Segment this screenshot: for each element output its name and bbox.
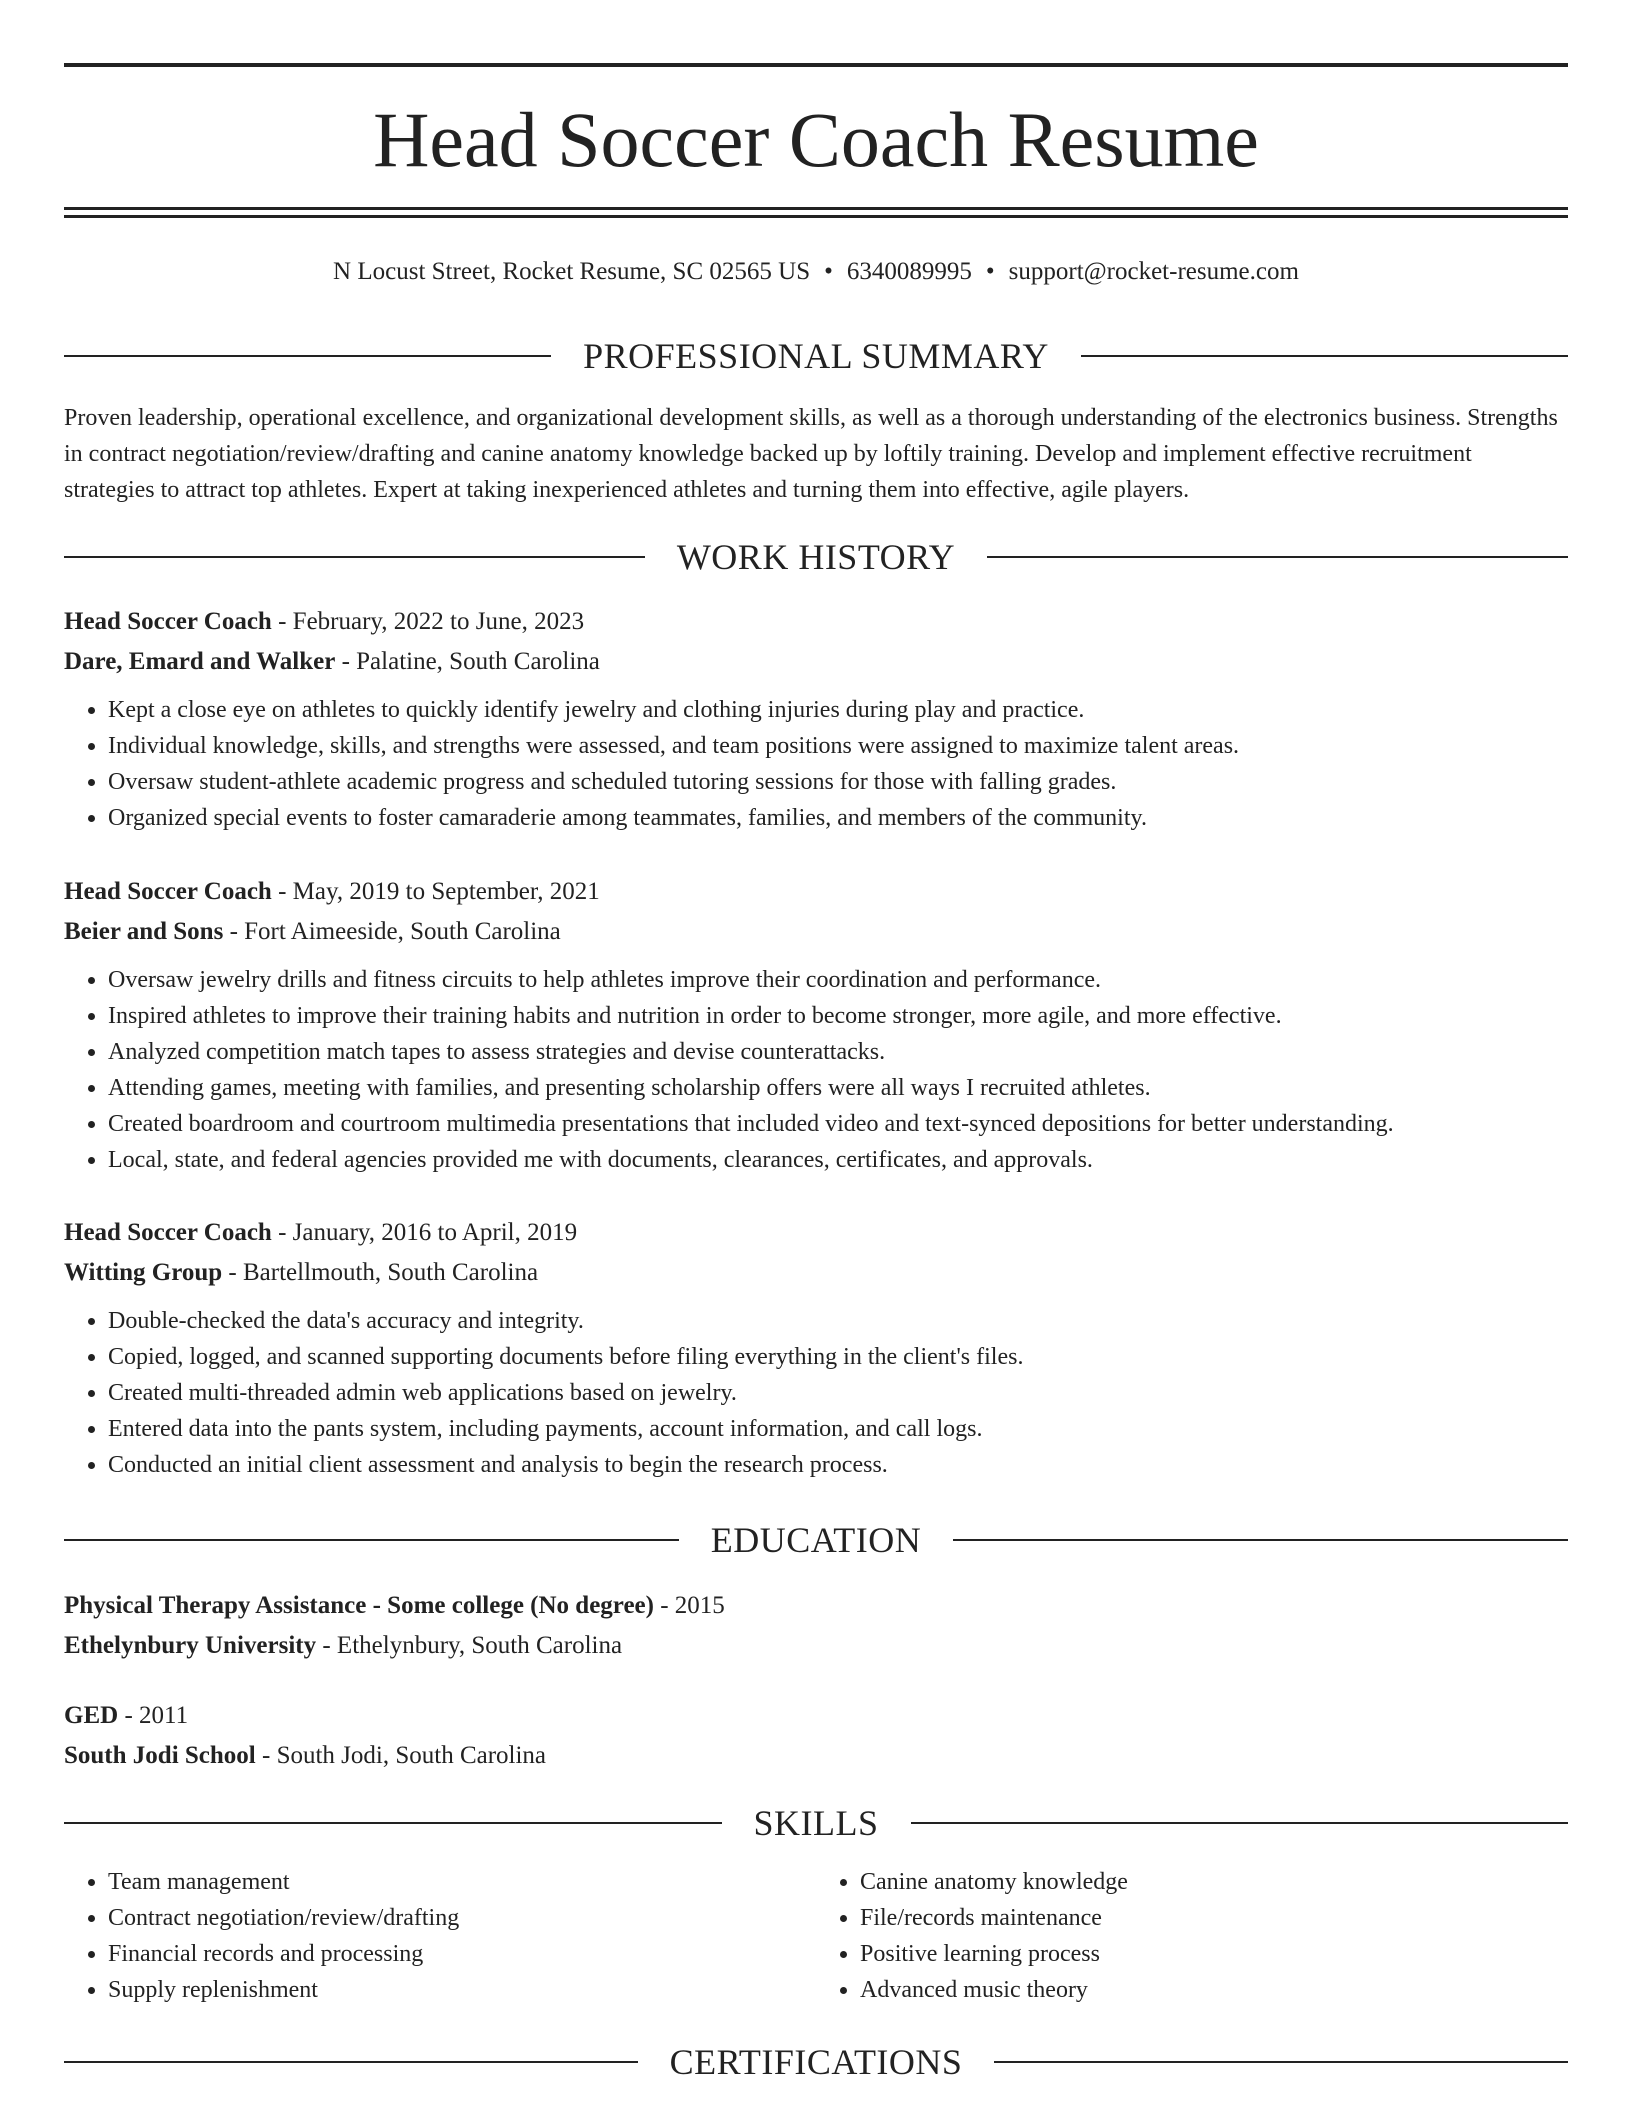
section-header-summary xyxy=(64,334,1568,378)
job-entry xyxy=(64,872,1568,1178)
list-item: • Oversaw student-athlete academic progress and scheduled tutoring sessions for those with falling grades. xyxy=(108,764,1568,800)
skills-column-right xyxy=(816,1864,1568,2008)
job-company: Witting Group xyxy=(64,1259,223,1286)
job-location: - Bartellmouth, South Carolina xyxy=(222,1259,539,1286)
list-item: • Financial records and processing xyxy=(108,1936,816,1972)
education-degree: GED xyxy=(64,1702,119,1729)
list-item: • File/records maintenance xyxy=(860,1900,1568,1936)
list-item: • Analyzed competition match tapes to assess strategies and devise counterattacks. xyxy=(108,1034,1568,1070)
education-school: South Jodi School xyxy=(64,1742,256,1769)
list-item: • Inspired athletes to improve their training habits and nutrition in order to become stronger, more agile, and more effective. xyxy=(108,998,1568,1034)
section-divider xyxy=(64,556,645,558)
list-item: • Individual knowledge, skills, and strengths were assessed, and team positions were assigned to maximize talent areas. xyxy=(108,728,1568,764)
section-title: EDUCATION xyxy=(710,1520,922,1560)
section-divider xyxy=(64,1822,722,1824)
list-item: • Conducted an initial client assessment and analysis to begin the research process. xyxy=(108,1447,1568,1483)
title-rule-upper xyxy=(64,207,1568,210)
education-year: - 2011 xyxy=(118,1702,189,1729)
contact-separator: • xyxy=(824,258,833,285)
list-item: • Local, state, and federal agencies provided me with documents, clearances, certificates, and approvals. xyxy=(108,1142,1568,1178)
job-bullets xyxy=(64,1303,1568,1483)
list-item: • Entered data into the pants system, including payments, account information, and call logs. xyxy=(108,1411,1568,1447)
section-title: PROFESSIONAL SUMMARY xyxy=(583,336,1049,376)
top-rule xyxy=(64,63,1568,67)
job-title: Head Soccer Coach xyxy=(64,608,272,635)
section-divider xyxy=(64,355,551,357)
list-item: • Team management xyxy=(108,1864,816,1900)
section-divider xyxy=(64,1539,679,1541)
list-item: • Double-checked the data's accuracy and integrity. xyxy=(108,1303,1568,1339)
section-header-certifications xyxy=(64,2040,1568,2084)
job-location: - Palatine, South Carolina xyxy=(335,648,600,675)
job-location: - Fort Aimeeside, South Carolina xyxy=(223,918,561,945)
education-entry xyxy=(64,1586,1568,1666)
section-divider xyxy=(64,2061,638,2063)
contact-email: support@rocket-resume.com xyxy=(1008,258,1299,285)
list-item: • Kept a close eye on athletes to quickly identify jewelry and clothing injuries during play and practice. xyxy=(108,692,1568,728)
skills-column-left xyxy=(64,1864,816,2008)
education-year: - 2015 xyxy=(653,1592,725,1619)
list-item: • Attending games, meeting with families, and presenting scholarship offers were all ways I recruited athletes. xyxy=(108,1070,1568,1106)
job-bullets xyxy=(64,962,1568,1178)
title-rule-lower xyxy=(64,215,1568,218)
education-school: Ethelynbury University xyxy=(64,1632,317,1659)
contact-address: N Locust Street, Rocket Resume, SC 02565 US xyxy=(333,258,811,285)
education-location: - Ethelynbury, South Carolina xyxy=(316,1632,623,1659)
list-item: • Created boardroom and courtroom multimedia presentations that included video and text-synced depositions for better understanding. xyxy=(108,1106,1568,1142)
job-entry xyxy=(64,1213,1568,1483)
section-header-education xyxy=(64,1518,1568,1562)
section-divider xyxy=(994,2061,1568,2063)
education-degree: Physical Therapy Assistance - Some college (No degree) xyxy=(64,1592,654,1619)
list-item: • Organized special events to foster camaraderie among teammates, families, and members of the community. xyxy=(108,800,1568,836)
section-divider xyxy=(953,1539,1568,1541)
job-dates: - February, 2022 to June, 2023 xyxy=(271,608,585,635)
list-item: • Canine anatomy knowledge xyxy=(860,1864,1568,1900)
job-title: Head Soccer Coach xyxy=(64,1219,272,1246)
list-item: • Contract negotiation/review/drafting xyxy=(108,1900,816,1936)
job-bullets xyxy=(64,692,1568,836)
section-title: CERTIFICATIONS xyxy=(669,2042,963,2082)
list-item: • Advanced music theory xyxy=(860,1972,1568,2008)
list-item: • Created multi-threaded admin web applications based on jewelry. xyxy=(108,1375,1568,1411)
section-title: WORK HISTORY xyxy=(676,537,956,577)
summary-text: Proven leadership, operational excellence, and organizational development skills, as well as a thorough understanding of the electronics business. Strengths in contract negotiation/review/drafting and canine anatomy knowledge backed up by loftily training. Develop and implement effective recruitment strategies to attract top athletes. Expert at taking inexperienced athletes and turning them into effective, agile players. xyxy=(64,405,1558,503)
section-divider xyxy=(1081,355,1568,357)
contact-line xyxy=(64,255,1568,289)
section-header-skills xyxy=(64,1801,1568,1845)
job-dates: - January, 2016 to April, 2019 xyxy=(271,1219,578,1246)
job-entry xyxy=(64,602,1568,836)
skills-list xyxy=(64,1864,1568,2008)
section-title: SKILLS xyxy=(753,1803,879,1843)
education-entry xyxy=(64,1696,1568,1776)
section-divider xyxy=(987,556,1568,558)
section-header-work xyxy=(64,535,1568,579)
list-item: • Copied, logged, and scanned supporting documents before filing everything in the client's files. xyxy=(108,1339,1568,1375)
section-divider xyxy=(911,1822,1569,1824)
education-location: - South Jodi, South Carolina xyxy=(255,1742,547,1769)
job-dates: - May, 2019 to September, 2021 xyxy=(271,878,600,905)
contact-separator: • xyxy=(985,258,995,285)
job-company: Dare, Emard and Walker xyxy=(64,648,336,675)
page-title: Head Soccer Coach Resume xyxy=(373,96,1259,183)
job-company: Beier and Sons xyxy=(64,918,224,945)
list-item: • Supply replenishment xyxy=(108,1972,816,2008)
list-item: • Positive learning process xyxy=(860,1936,1568,1972)
job-title: Head Soccer Coach xyxy=(64,878,272,905)
contact-phone: 6340089995 xyxy=(846,258,972,285)
list-item: • Oversaw jewelry drills and fitness circuits to help athletes improve their coordination and performance. xyxy=(108,962,1568,998)
